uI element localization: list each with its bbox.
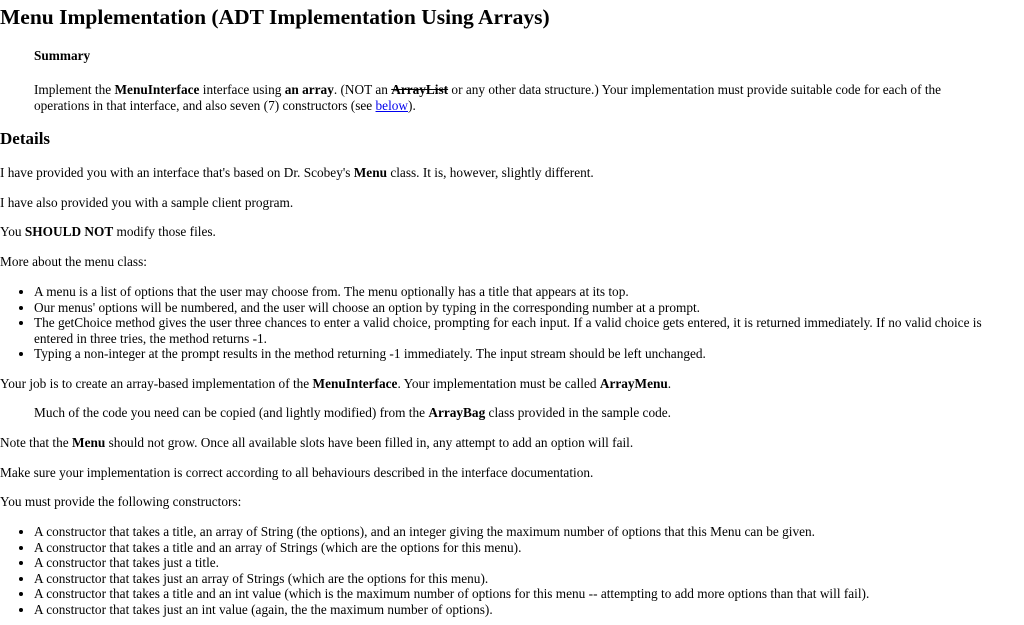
list-item: • A constructor that takes just an array of Strings (which are the options for this menu). — [34, 571, 1024, 587]
details-paragraph-4: More about the menu class: — [0, 254, 147, 269]
details-paragraph-7: Note that the Menu should not grow. Once all available slots have been filled in, any attempt to add an option will fail. — [0, 435, 634, 450]
details-paragraph-6: Much of the code you need can be copied (and lightly modified) from the ArrayBag class provided in the sample code. — [34, 405, 671, 420]
emphasis-array: an array — [284, 82, 334, 97]
list-item: • Typing a non-integer at the prompt results in the method returning -1 immediately. The input stream should be left unchanged. — [34, 346, 1024, 362]
details-heading: Details — [0, 129, 51, 148]
list-item: • A constructor that takes a title and an int value (which is the maximum number of options for this menu -- attempting to add more options than that will fail). — [34, 586, 1024, 602]
list-item: • A menu is a list of options that the user may choose from. The menu optionally has a title that appears at its top. — [34, 284, 1024, 300]
list-item: • Our menus' options will be numbered, and the user will choose an option by typing in the corresponding number at a prompt. — [34, 300, 1024, 316]
details-paragraph-1: I have provided you with an interface that's based on Dr. Scobey's Menu class. It is, however, slightly different. — [0, 165, 594, 180]
details-paragraph-2: I have also provided you with a sample client program. — [0, 195, 294, 210]
list-item: • A constructor that takes just an int value (again, the the maximum number of options). — [34, 602, 1024, 618]
struck-arraylist: ArrayList — [391, 82, 449, 97]
summary-paragraph: Implement the MenuInterface interface using an array. (NOT an ArrayList or any other data structure.) Your implementation must provide suitable code for each of the operations in that interface, and also seven (7) constructors (see below). — [34, 82, 942, 113]
below-link[interactable]: below — [375, 97, 409, 113]
interface-name: MenuInterface — [114, 82, 200, 97]
details-paragraph-3: You SHOULD NOT modify those files. — [0, 224, 216, 239]
list-item: • A constructor that takes just a title. — [34, 555, 1024, 571]
details-paragraph-8: Make sure your implementation is correct according to all behaviours described in the interface documentation. — [0, 465, 594, 480]
summary-heading: Summary — [34, 48, 91, 63]
constructors-list — [0, 524, 1024, 617]
page-title: Menu Implementation (ADT Implementation Using Arrays) — [0, 5, 550, 29]
details-paragraph-5: Your job is to create an array-based implementation of the MenuInterface. Your implementation must be called ArrayMenu. — [0, 376, 672, 391]
should-not-emphasis: SHOULD NOT — [24, 224, 114, 239]
list-item: • The getChoice method gives the user three chances to enter a valid choice, prompting for each input. If a valid choice gets entered, it is returned immediately. If no valid choice is entered in three tries, the method returns -1. — [34, 315, 1024, 346]
menu-points-list — [0, 284, 1024, 362]
details-paragraph-9: You must provide the following constructors: — [0, 494, 242, 509]
list-item: • A constructor that takes a title and an array of Strings (which are the options for this menu). — [34, 540, 1024, 556]
list-item: • A constructor that takes a title, an array of String (the options), and an integer giving the maximum number of options that this Menu can be given. — [34, 524, 1024, 540]
